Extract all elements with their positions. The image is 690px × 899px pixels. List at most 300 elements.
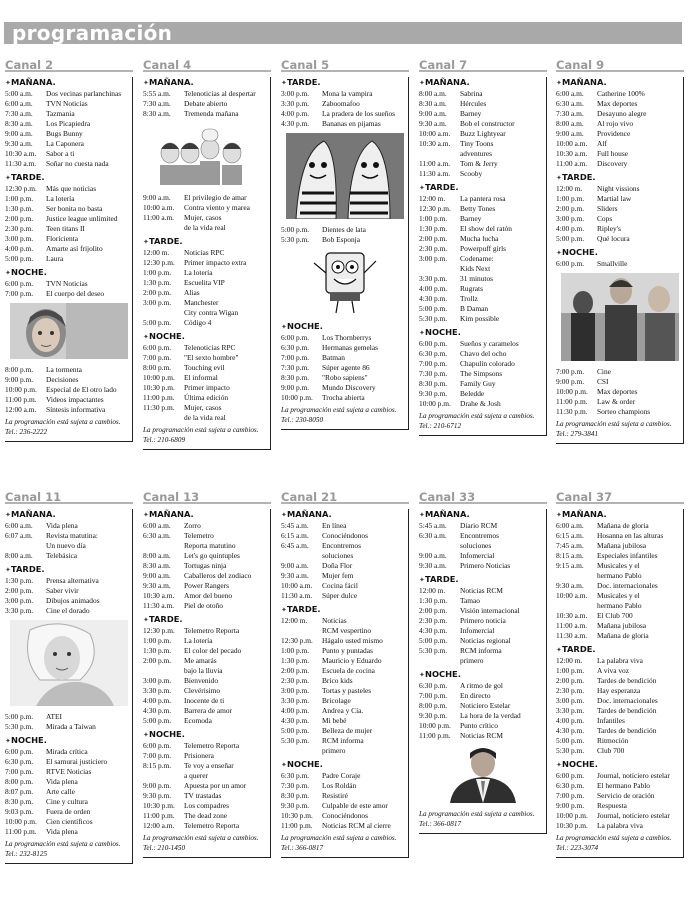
program-title: Culpable de este amor: [322, 801, 388, 810]
program-entry: [419, 149, 546, 159]
program-entry: [143, 393, 270, 403]
program-time: 7:00 p.m.: [5, 767, 34, 776]
program-title: Arte calle: [46, 787, 75, 796]
program-entry: [143, 109, 270, 119]
program-title: Betty Tones: [460, 204, 496, 213]
section-heading: [419, 77, 546, 88]
program-entry: [281, 726, 408, 736]
channel-header: [143, 56, 271, 72]
program-time: 2:00 p.m.: [419, 606, 448, 615]
channel-schedule: [143, 77, 271, 450]
program-time: 2:00 p.m.: [281, 666, 310, 675]
program-title: Brico kids: [322, 676, 353, 685]
program-title: La lotería: [184, 636, 213, 645]
channel-column: [5, 56, 133, 442]
program-title: En línea: [322, 521, 347, 530]
program-time: 4:00 p.m.: [556, 224, 585, 233]
section-heading: [143, 331, 270, 342]
program-entry: [419, 531, 546, 541]
program-time: 7:00 p.m.: [419, 691, 448, 700]
program-entry: [143, 811, 270, 821]
program-title: 31 minutos: [460, 274, 494, 283]
program-time: 12:00 a.m.: [143, 821, 175, 830]
section-heading: [143, 77, 270, 88]
star-icon: ✦: [419, 184, 425, 192]
section-heading: [419, 509, 546, 520]
program-title: Encontremos: [322, 541, 361, 550]
program-time: 12:30 p.m.: [419, 204, 451, 213]
program-time: 3:30 p.m.: [419, 274, 448, 283]
program-entry: [556, 631, 683, 641]
program-time: 11:30 a.m.: [143, 601, 175, 610]
program-time: 12:00 a.m.: [5, 405, 37, 414]
program-title: Más que noticias: [46, 184, 97, 193]
bananas-photo: [281, 133, 408, 219]
program-entry: [419, 541, 546, 551]
program-entry: [281, 225, 408, 235]
section-heading: [419, 327, 546, 338]
program-entry: [419, 139, 546, 149]
section-label: NOCHE.: [287, 321, 323, 331]
section-label: MAÑANA.: [425, 509, 470, 519]
section-heading: [556, 759, 683, 770]
program-time: 7:30 p.m.: [419, 369, 448, 378]
program-entry: [556, 696, 683, 706]
program-entry: [281, 581, 408, 591]
program-title: Visión internacional: [460, 606, 520, 615]
program-entry: [419, 214, 546, 224]
program-time: [143, 666, 184, 676]
section-label: TARDE.: [425, 574, 459, 584]
program-entry: [281, 521, 408, 531]
program-time: 10:00 a.m.: [143, 203, 175, 212]
program-title: Kim possible: [460, 314, 500, 323]
sponge-photo: [281, 249, 408, 315]
group-photo: [556, 273, 683, 361]
program-title: Los Picapiedra: [46, 119, 91, 128]
program-time: 3:00 p.m.: [5, 234, 34, 243]
program-entry: [143, 656, 270, 666]
program-title: Zaboomafoo: [322, 99, 360, 108]
chefs-photo: [143, 123, 270, 187]
program-entry: [281, 89, 408, 99]
program-title: Servicio de oración: [597, 791, 655, 800]
program-entry: [143, 99, 270, 109]
program-title: Tortas y pasteles: [322, 686, 372, 695]
program-title: Diario RCM: [460, 521, 498, 530]
program-time: 8:15 a.m.: [556, 551, 584, 560]
program-time: 10:30 a.m.: [419, 139, 451, 148]
program-entry: [143, 676, 270, 686]
program-time: 4:00 p.m.: [556, 716, 585, 725]
star-icon: ✦: [419, 79, 425, 87]
program-time: 9:00 p.m.: [556, 377, 585, 386]
program-entry: [143, 801, 270, 811]
program-title: Batman: [322, 353, 345, 362]
section-label: MAÑANA.: [11, 509, 56, 519]
program-title: B Daman: [460, 304, 489, 313]
schedule-note: La programación está sujeta a cambios. Tel.: 236-2222: [5, 418, 121, 436]
program-title: TV trastadas: [184, 791, 222, 800]
program-time: 11:30 p.m.: [143, 403, 175, 412]
program-time: 5:00 p.m.: [143, 716, 172, 725]
program-title: Sabrina: [460, 89, 483, 98]
program-time: 5:30 p.m.: [5, 722, 34, 731]
program-title: Súper agente 86: [322, 363, 370, 372]
program-time: 5:00 a.m.: [5, 89, 33, 98]
program-title: Resistiré: [322, 791, 348, 800]
program-title: Tremenda mañana: [184, 109, 239, 118]
program-title: Código 4: [184, 318, 212, 327]
section-label: TARDE.: [11, 564, 45, 574]
program-title: Hércules: [460, 99, 487, 108]
program-time: 11:00 p.m.: [419, 731, 451, 740]
program-entry: [143, 821, 270, 831]
program-time: 3:00 p.m.: [143, 676, 172, 685]
program-title: Power Rangers: [184, 581, 229, 590]
program-title: Los Thornberrys: [322, 333, 372, 342]
program-time: 11:00 p.m.: [5, 827, 37, 836]
program-time: 1:30 p.m.: [143, 646, 172, 655]
program-entry: [143, 541, 270, 551]
program-time: 10:30 p.m.: [143, 383, 175, 392]
program-entry: [143, 223, 270, 233]
program-title: Telemetro Reporta: [184, 821, 240, 830]
program-entry: [5, 817, 132, 827]
schedule-note: La programación está sujeta a cambios. Tel.: 210-6809: [143, 426, 259, 444]
program-title: Mujer, casos: [184, 403, 222, 412]
program-entry: [5, 541, 132, 551]
program-entry: [5, 596, 132, 606]
program-entry: [281, 706, 408, 716]
program-entry: [143, 751, 270, 761]
program-entry: [5, 405, 132, 415]
program-entry: [281, 821, 408, 831]
program-time: 5:30 p.m.: [419, 646, 448, 655]
program-time: 12:00 m.: [556, 656, 583, 665]
section-label: MAÑANA.: [562, 77, 607, 87]
program-entry: [281, 781, 408, 791]
program-title: Noticias RCM: [460, 586, 503, 595]
program-time: 8:30 a.m.: [143, 561, 171, 570]
program-time: 10:30 a.m.: [5, 149, 37, 158]
program-time: 7:30 a.m.: [556, 109, 584, 118]
program-entry: [419, 314, 546, 324]
program-time: 7:45 a.m.: [556, 541, 584, 550]
program-title: El samurai justiciero: [46, 757, 108, 766]
program-title: Mujer, casos: [184, 213, 222, 222]
program-time: 9:00 a.m.: [556, 129, 584, 138]
program-time: 6:00 a.m.: [143, 521, 171, 530]
program-entry: [556, 686, 683, 696]
program-time: 3:30 p.m.: [281, 696, 310, 705]
program-time: 9:00 a.m.: [419, 551, 447, 560]
program-title: Doña Flor: [322, 561, 353, 570]
program-time: 8:30 p.m.: [5, 797, 34, 806]
program-entry: [281, 591, 408, 601]
program-entry: [5, 254, 132, 264]
program-entry: [556, 621, 683, 631]
program-entry: [5, 234, 132, 244]
section-banner: [4, 22, 682, 44]
program-entry: [143, 268, 270, 278]
program-entry: [5, 194, 132, 204]
program-title: a querer: [184, 771, 209, 780]
program-time: 11:00 p.m.: [5, 395, 37, 404]
program-time: 9:00 p.m.: [281, 383, 310, 392]
program-time: 2:00 p.m.: [556, 204, 585, 213]
program-entry: [281, 666, 408, 676]
program-title: Belleza de mujer: [322, 726, 373, 735]
program-entry: [143, 781, 270, 791]
program-time: 6:00 p.m.: [143, 343, 172, 352]
program-title: Tardes de bendición: [597, 706, 657, 715]
section-label: NOCHE.: [562, 247, 598, 257]
program-entry: [419, 586, 546, 596]
channel-schedule: [143, 509, 271, 858]
program-title: Mirada crítica: [46, 747, 88, 756]
program-entry: [419, 596, 546, 606]
program-entry: [143, 581, 270, 591]
program-time: 12:30 p.m.: [143, 626, 175, 635]
program-title: Family Guy: [460, 379, 496, 388]
program-title: Vida plena: [46, 521, 78, 530]
program-entry: [143, 791, 270, 801]
channel-header: [419, 488, 547, 504]
program-entry: [5, 586, 132, 596]
woman-photo: [5, 620, 132, 706]
program-time: 2:00 p.m.: [556, 676, 585, 685]
program-entry: [556, 541, 683, 551]
program-entry: [281, 801, 408, 811]
section-heading: [143, 509, 270, 520]
program-time: 11:00 p.m.: [281, 821, 313, 830]
program-entry: [281, 109, 408, 119]
program-time: [419, 541, 460, 551]
program-time: 9:30 a.m.: [143, 581, 171, 590]
program-time: [281, 626, 322, 636]
program-time: 9:30 p.m.: [419, 711, 448, 720]
program-entry: [281, 746, 408, 756]
program-entry: [5, 224, 132, 234]
program-time: [143, 308, 184, 318]
program-time: [281, 551, 322, 561]
section-label: NOCHE.: [149, 729, 185, 739]
program-entry: [556, 561, 683, 571]
program-entry: [556, 214, 683, 224]
program-title: Hay esperanza: [597, 686, 641, 695]
section-heading: [143, 729, 270, 740]
program-title: La pradera de los sueños: [322, 109, 396, 118]
program-title: Catherine 100%: [597, 89, 645, 98]
channel-header: [556, 56, 684, 72]
program-time: 2:30 p.m.: [419, 244, 448, 253]
program-title: La lotería: [184, 268, 213, 277]
program-time: 1:30 p.m.: [143, 278, 172, 287]
program-time: 6:07 a.m.: [5, 531, 33, 540]
program-time: 8:15 p.m.: [143, 761, 172, 770]
program-title: Dos vecinas parlanchinas: [46, 89, 122, 98]
program-time: 5:30 p.m.: [419, 314, 448, 323]
program-time: 12:00 m.: [143, 248, 170, 257]
program-entry: [281, 353, 408, 363]
star-icon: ✦: [5, 174, 11, 182]
program-title: Sueños y caramelos: [460, 339, 519, 348]
program-entry: [143, 551, 270, 561]
program-entry: [5, 204, 132, 214]
program-time: 6:15 a.m.: [281, 531, 309, 540]
program-entry: [5, 119, 132, 129]
program-entry: [281, 343, 408, 353]
program-entry: [5, 139, 132, 149]
section-heading: [281, 604, 408, 615]
program-time: [281, 746, 322, 756]
program-entry: [143, 278, 270, 288]
program-time: [419, 264, 460, 274]
section-label: NOCHE.: [11, 735, 47, 745]
program-title: Doc. internacionales: [597, 696, 658, 705]
program-time: 6:00 p.m.: [5, 747, 34, 756]
program-title: Trollz: [460, 294, 478, 303]
program-time: 11:30 a.m.: [5, 159, 37, 168]
program-time: 9:30 a.m.: [419, 561, 447, 570]
channel-header: [5, 56, 133, 72]
program-time: 11:00 a.m.: [556, 621, 588, 630]
schedule-note: La programación está sujeta a cambios. Tel.: 366-0817: [419, 810, 535, 828]
program-title: Noticiero Estelar: [460, 701, 511, 710]
program-title: Alias: [184, 288, 200, 297]
program-entry: [556, 109, 683, 119]
section-label: TARDE.: [149, 614, 183, 624]
program-title: Let's go quintuples: [184, 551, 240, 560]
program-time: 8:00 p.m.: [5, 777, 34, 786]
program-time: 9:30 a.m.: [556, 581, 584, 590]
section-label: NOCHE.: [562, 759, 598, 769]
program-title: Respuesta: [597, 801, 627, 810]
program-title: Los Roldán: [322, 781, 357, 790]
program-entry: [5, 767, 132, 777]
program-time: 6:30 p.m.: [419, 681, 448, 690]
program-title: Síntesis informativa: [46, 405, 106, 414]
star-icon: ✦: [556, 79, 562, 87]
star-icon: ✦: [5, 79, 11, 87]
section-heading: [419, 669, 546, 680]
star-icon: ✦: [556, 646, 562, 654]
program-time: 1:00 p.m.: [143, 268, 172, 277]
program-entry: [5, 365, 132, 375]
program-title: Cine: [597, 367, 611, 376]
program-time: 1:00 p.m.: [5, 194, 34, 203]
page-title: programación: [12, 21, 173, 45]
program-title: Escuelita VIP: [184, 278, 225, 287]
program-entry: [143, 761, 270, 771]
program-time: 6:30 p.m.: [281, 771, 310, 780]
program-time: 4:30 p.m.: [419, 626, 448, 635]
section-label: MAÑANA.: [11, 77, 56, 87]
program-entry: [556, 377, 683, 387]
program-time: 2:00 p.m.: [5, 586, 34, 595]
program-time: 1:00 p.m.: [419, 214, 448, 223]
channel-name: Canal 7: [419, 58, 468, 72]
program-title: Al rojo vivo: [597, 119, 634, 128]
channel-schedule: [5, 77, 133, 442]
program-time: 6:30 p.m.: [556, 781, 585, 790]
program-entry: [143, 716, 270, 726]
program-time: 12:00 m.: [419, 194, 446, 203]
program-title: Barney: [460, 109, 482, 118]
program-title: Laura: [46, 254, 64, 263]
program-entry: [5, 214, 132, 224]
program-time: 9:00 a.m.: [281, 561, 309, 570]
program-time: 9:15 a.m.: [556, 561, 584, 570]
program-time: 1:30 p.m.: [281, 656, 310, 665]
program-entry: [556, 367, 683, 377]
program-time: 3:00 p.m.: [419, 254, 448, 263]
program-time: 4:30 p.m.: [419, 294, 448, 303]
section-heading: [556, 77, 683, 88]
program-entry: [5, 89, 132, 99]
program-time: 5:00 p.m.: [419, 304, 448, 313]
section-heading: [556, 644, 683, 655]
program-entry: [143, 318, 270, 328]
program-title: Bob el constructor: [460, 119, 515, 128]
program-time: 10:30 a.m.: [556, 611, 588, 620]
program-entry: [5, 129, 132, 139]
anchor-photo: [419, 745, 546, 803]
program-entry: [556, 224, 683, 234]
section-heading: [281, 77, 408, 88]
program-entry: [556, 611, 683, 621]
program-title: A ritmo de gol: [460, 681, 503, 690]
star-icon: ✦: [5, 511, 11, 519]
program-title: Encontremos: [460, 531, 499, 540]
program-title: Tardes de bendición: [597, 726, 657, 735]
program-title: Telemetro Reporta: [184, 626, 240, 635]
star-icon: ✦: [419, 329, 425, 337]
program-title: Sliders: [597, 204, 618, 213]
channel-column: [556, 488, 684, 858]
star-icon: ✦: [419, 511, 425, 519]
program-title: Especial de El otro lado: [46, 385, 117, 394]
program-title: En directo: [460, 691, 491, 700]
program-title: Hermanas gemelas: [322, 343, 379, 352]
star-icon: ✦: [419, 671, 425, 679]
program-entry: [556, 387, 683, 397]
star-icon: ✦: [281, 606, 287, 614]
program-title: RCM vespertino: [322, 626, 372, 635]
program-time: 8:00 p.m.: [143, 363, 172, 372]
program-title: Kids Next: [460, 264, 491, 273]
program-entry: [556, 726, 683, 736]
program-title: primero: [322, 746, 346, 755]
program-entry: [5, 551, 132, 561]
program-title: Bugs Bunny: [46, 129, 83, 138]
program-time: 5:30 p.m.: [281, 736, 310, 745]
program-title: Chapulín colorado: [460, 359, 515, 368]
program-time: 7:30 p.m.: [281, 781, 310, 790]
program-title: La Caponera: [46, 139, 84, 148]
program-title: RCM informa: [460, 646, 502, 655]
program-entry: [556, 397, 683, 407]
program-time: 12:30 p.m.: [5, 184, 37, 193]
program-entry: [556, 551, 683, 561]
star-icon: ✦: [556, 174, 562, 182]
program-time: 10:00 a.m.: [556, 139, 588, 148]
program-title: Vida plena: [46, 827, 78, 836]
section-heading: [5, 267, 132, 278]
program-time: 1:30 p.m.: [419, 596, 448, 605]
program-time: 8:00 p.m.: [419, 701, 448, 710]
